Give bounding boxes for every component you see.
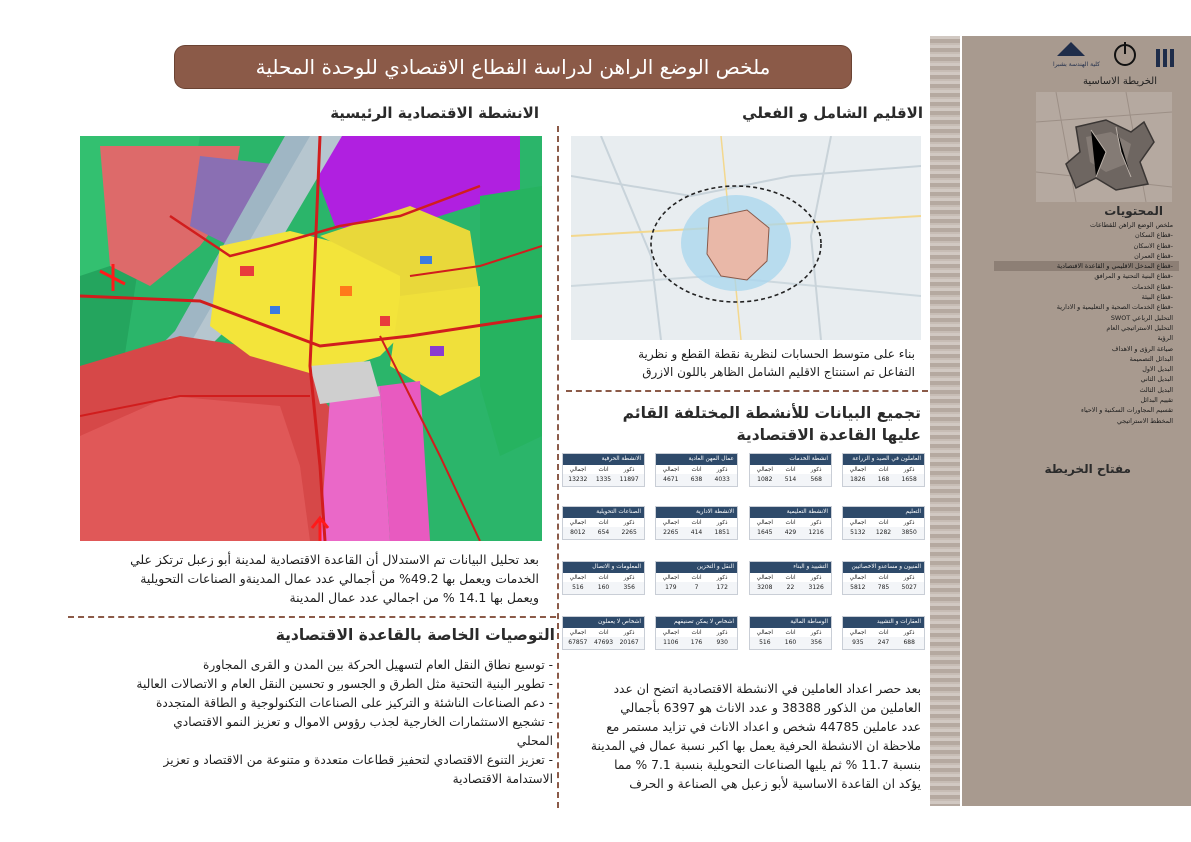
activity-table-title: التشييد و البناء <box>750 562 831 573</box>
activity-table-header-row <box>750 465 831 474</box>
activity-table-value: 179 <box>665 584 677 591</box>
activity-table-value: 3126 <box>808 584 824 591</box>
activity-table-header-cell: اجمالي <box>849 467 866 473</box>
activity-table-header-cell: اجمالي <box>756 575 773 581</box>
activity-table-value: 160 <box>784 639 797 646</box>
activity-table-value: 429 <box>784 529 797 536</box>
activity-table-title: اشخاص لا يمكن تصنيفهم <box>656 617 737 628</box>
activity-table <box>749 453 832 487</box>
toc-item[interactable]: صياغة الرؤى و الاهداف <box>1111 344 1173 353</box>
summary-line: بعد حصر اعداد العاملين في الانشطة الاقتصادية اتضح ان عدد <box>613 682 921 696</box>
region-caption-line: التفاعل تم استنتاج الاقليم الشامل الظاهر باللون الازرق <box>642 365 915 379</box>
activity-table-value: 1851 <box>714 529 730 536</box>
activity-table-value-row <box>843 474 924 486</box>
faculty-logo <box>1053 40 1100 70</box>
activity-table <box>655 453 738 487</box>
activity-table-header-cell: اناث <box>691 630 702 636</box>
activity-table-value: 2265 <box>621 529 637 536</box>
toc-item[interactable]: -قطاع الاسكان <box>1133 241 1173 250</box>
activity-table-header-cell: ذكور <box>623 630 635 636</box>
region-caption-line: بناء على متوسط الحسابات لنظرية نقطة القطع و نظرية <box>638 347 915 361</box>
regional-map[interactable] <box>571 136 921 340</box>
toc-item[interactable]: -قطاع البيئة <box>1141 293 1173 302</box>
activity-table-value: 5132 <box>850 529 866 536</box>
activity-table-header-cell: اجمالي <box>569 520 586 526</box>
recommendations-heading: التوصيات الخاصة بالقاعدة الاقتصادية <box>275 626 555 644</box>
toc-item[interactable]: -قطاع السكان <box>1135 231 1173 240</box>
activity-table-header-row <box>563 628 644 637</box>
activity-table-value: 168 <box>877 476 890 483</box>
activity-table-value: 516 <box>759 639 771 646</box>
economic-base-analysis <box>69 550 539 607</box>
activity-table-header-cell: ذكور <box>903 630 915 636</box>
activity-table-header-row <box>843 628 924 637</box>
activity-table-header-cell: اناث <box>785 520 796 526</box>
activity-table-title: المعلومات و الاتصال <box>563 562 644 573</box>
data-collection-heading <box>623 402 921 446</box>
activity-table-value-row <box>563 474 644 486</box>
toc-item[interactable]: -قطاع البنية التحتية و المرافق <box>1094 272 1173 281</box>
activity-table-header-cell: ذكور <box>810 630 822 636</box>
recommendations-list <box>63 656 553 789</box>
analysis-line: ويعمل بها 14.1 % من اجمالي عدد عمال المدينة <box>289 590 539 605</box>
activity-table <box>842 506 925 540</box>
activity-table <box>749 561 832 595</box>
activity-table-value: 688 <box>903 639 915 646</box>
toc-item[interactable]: التحليل الرباعي SWOT <box>1110 313 1173 322</box>
activity-table-header-cell: اجمالي <box>662 575 679 581</box>
activity-table-title: انشطة الخدمات <box>750 454 831 465</box>
activity-table-title: الانشطة التعليمية <box>750 507 831 518</box>
table-of-contents <box>998 220 1173 426</box>
recommendation-item: - تطوير البنية التحتية مثل الطرق و الجسور و تحسين النقل العام و الاتصالات العالية <box>136 677 553 691</box>
activity-table-header-row <box>563 518 644 527</box>
activity-table <box>749 506 832 540</box>
activity-table <box>749 616 832 650</box>
analysis-line: بعد تحليل البيانات تم الاستدلال أن القاعدة الاقتصادية لمدينة أبو زعبل ترتكز علي <box>130 552 539 567</box>
toc-item[interactable]: -قطاع الخدمات الصحية و التعليمية و الادارية <box>1056 303 1173 312</box>
activity-table-value: 1335 <box>595 476 612 483</box>
activity-table-header-cell: ذكور <box>810 575 822 581</box>
activity-table-value: 568 <box>810 476 822 483</box>
activity-table-title: الفنيون و مساعدو الاخصائيين <box>843 562 924 573</box>
activity-table-header-cell: اجمالي <box>756 520 773 526</box>
activity-table-value: 1082 <box>757 476 773 483</box>
activity-table <box>655 616 738 650</box>
toc-item[interactable]: -قطاع الخدمات <box>1132 282 1173 291</box>
activity-table-value: 516 <box>572 584 584 591</box>
workforce-summary <box>561 680 921 794</box>
activity-table-header-cell: اناث <box>878 575 889 581</box>
activity-table-header-cell: اناث <box>691 520 702 526</box>
activity-table-header-row <box>750 573 831 582</box>
activity-table-header-row <box>656 628 737 637</box>
activity-table-header-row <box>750 628 831 637</box>
activity-table <box>562 561 645 595</box>
region-caption <box>595 345 915 381</box>
activity-table-header-cell: ذكور <box>716 630 728 636</box>
activity-table-header-cell: ذكور <box>716 520 728 526</box>
faculty-name: كلية الهندسة بشبرا <box>1053 61 1100 68</box>
activity-table-value: 1826 <box>850 476 866 483</box>
region-heading: الاقليم الشامل و الفعلي <box>742 104 923 122</box>
activity-table-header-cell: اجمالي <box>756 467 773 473</box>
activity-table-header-cell: اجمالي <box>849 520 866 526</box>
activity-table-value-row <box>656 474 737 486</box>
activity-table-header-cell: اناث <box>785 575 796 581</box>
logo-bar <box>1040 40 1180 70</box>
contents-title: المحتويات <box>1104 204 1163 218</box>
activity-table-header-cell: اناث <box>785 630 796 636</box>
activity-table-value: 654 <box>597 529 610 536</box>
activity-table-header-row <box>563 573 644 582</box>
activity-table-value: 5027 <box>901 584 917 591</box>
activity-table <box>655 561 738 595</box>
activity-table-header-cell: اجمالي <box>849 575 866 581</box>
activity-table-header-cell: ذكور <box>623 575 635 581</box>
data-heading-line: تجميع البيانات للأنشطة المختلفة القائم <box>622 404 921 422</box>
recommendation-item: - تشجيع الاستثمارات الخارجية لجذب رؤوس الاموال و تعزيز النمو الاقتصادي <box>173 715 553 729</box>
toc-item[interactable]: -قطاع المدخل الاقليمي و القاعدة الاقتصادية <box>994 261 1179 271</box>
summary-line: عدد عاملين 44785 شخص و اعداد الاناث في تزايد مستمر مع <box>606 720 921 734</box>
activity-table-title: النقل و التخزين <box>656 562 737 573</box>
horizontal-divider-left <box>68 616 556 618</box>
activity-table-value: 356 <box>810 639 822 646</box>
activity-table-header-row <box>656 573 737 582</box>
toc-item[interactable]: البدائل التصميمة <box>1129 354 1173 363</box>
activity-table-value: 1282 <box>875 529 892 536</box>
toc-item[interactable]: البديل الاول <box>1142 365 1173 374</box>
activity-table <box>562 616 645 650</box>
activity-table-value: 638 <box>690 476 703 483</box>
page-title: ملخص الوضع الراهن لدراسة القطاع الاقتصادي للوحدة المحلية <box>175 46 851 88</box>
activity-table-header-cell: اناث <box>785 467 796 473</box>
activity-table-value: 176 <box>690 639 703 646</box>
activity-table-header-cell: اجمالي <box>662 630 679 636</box>
vertical-divider <box>557 126 559 808</box>
activity-table-header-cell: اناث <box>598 630 609 636</box>
activity-table-header-cell: اجمالي <box>662 467 679 473</box>
activity-table-header-row <box>656 465 737 474</box>
toc-item[interactable]: تقييم البدائل <box>1140 396 1173 405</box>
activity-table-value: 785 <box>877 584 890 591</box>
activity-table-value-row <box>563 582 644 594</box>
activity-table-title: التعليم <box>843 507 924 518</box>
activity-table-value: 172 <box>716 584 728 591</box>
activity-table-header-cell: اناث <box>598 575 609 581</box>
activity-table-header-cell: ذكور <box>903 520 915 526</box>
university-pillars-icon <box>1150 43 1180 67</box>
activity-table-title: الانشطة الادارية <box>656 507 737 518</box>
recommendation-item: الاستدامة الاقتصادية <box>452 772 553 786</box>
activity-table-title: العقارات و التشييد <box>843 617 924 628</box>
activity-table-value: 935 <box>852 639 864 646</box>
activity-table <box>562 506 645 540</box>
activity-table-header-cell: اناث <box>691 467 702 473</box>
activity-table-value: 247 <box>877 639 890 646</box>
activity-table-value-row <box>656 637 737 649</box>
activity-table-value: 22 <box>786 584 795 591</box>
activity-table-header-cell: اجمالي <box>662 520 679 526</box>
activity-table-header-cell: ذكور <box>903 575 915 581</box>
activity-table-header-cell: اناث <box>878 467 889 473</box>
activity-table-header-cell: ذكور <box>623 520 635 526</box>
activity-table-value-row <box>563 637 644 649</box>
activity-table-value-row <box>750 474 831 486</box>
activity-table-header-row <box>843 465 924 474</box>
data-heading-line: عليها القاعدة الاقتصادية <box>736 426 921 444</box>
recommendation-item: - تعزيز التنوع الاقتصادي لتحفيز قطاعات متعددة و متنوعة من الاقتصاد و تعزيز <box>163 753 553 767</box>
activity-table-header-cell: اناث <box>878 630 889 636</box>
activity-table-value: 514 <box>784 476 797 483</box>
toc-item[interactable]: البديل الثالث <box>1139 385 1173 394</box>
activity-table-header-cell: اناث <box>878 520 889 526</box>
horizontal-divider-right <box>566 390 928 392</box>
activity-table-value: 414 <box>690 529 703 536</box>
summary-line: يؤكد ان القاعدة الاساسية لأبو زعبل هي الصناعة و الحرف <box>629 777 921 791</box>
activity-table-value: 1645 <box>757 529 773 536</box>
activity-table-value: 20167 <box>619 639 639 646</box>
activity-table-header-cell: اجمالي <box>756 630 773 636</box>
activity-table-value: 930 <box>716 639 728 646</box>
activity-table-header-cell: اجمالي <box>569 575 586 581</box>
activity-table-value: 160 <box>597 584 610 591</box>
activity-table <box>842 561 925 595</box>
activity-table-value-row <box>750 527 831 539</box>
main-activities-heading: الانشطة الاقتصادية الرئيسية <box>330 104 539 122</box>
activity-table-value: 3850 <box>901 529 917 536</box>
activity-table-value: 13232 <box>568 476 588 483</box>
activity-table-value-row <box>750 637 831 649</box>
activity-table-title: عمال المهن العادية <box>656 454 737 465</box>
activity-table-value-row <box>656 527 737 539</box>
activity-table-value-row <box>563 527 644 539</box>
activity-table-value-row <box>656 582 737 594</box>
activity-table-title: الصناعات التحويلية <box>563 507 644 518</box>
activity-table-value: 67857 <box>568 639 588 646</box>
activity-table-value: 11897 <box>619 476 639 483</box>
activity-table-header-cell: اناث <box>598 467 609 473</box>
toc-item[interactable]: المخطط الاستراتيجي <box>1116 416 1173 425</box>
sidebar-torn-edge <box>930 36 960 806</box>
power-logo-icon <box>1114 44 1136 66</box>
base-map-caption: الخريطة الاساسية <box>1083 76 1157 87</box>
recommendation-item: المحلي <box>516 734 553 748</box>
activity-table-value: 1106 <box>663 639 679 646</box>
toc-item[interactable]: -قطاع العمران <box>1134 251 1173 260</box>
activity-table-title: اشخاص لا يعملون <box>563 617 644 628</box>
toc-item[interactable]: البديل الثاني <box>1140 375 1173 384</box>
activity-table-value: 2265 <box>663 529 679 536</box>
activity-table-header-cell: اناث <box>598 520 609 526</box>
activity-table-header-row <box>843 573 924 582</box>
activity-table-title: الانشطة الحرفية <box>563 454 644 465</box>
activity-table-header-cell: ذكور <box>810 467 822 473</box>
activity-table-value: 1658 <box>901 476 917 483</box>
activity-table <box>842 453 925 487</box>
activity-table-value-row <box>843 527 924 539</box>
activity-table-value-row <box>843 637 924 649</box>
activity-table-header-cell: ذكور <box>623 467 635 473</box>
map-key-label: مفتاح الخريطة <box>1044 462 1131 476</box>
bridge-logo-icon <box>1053 40 1089 60</box>
activity-table-value: 4671 <box>663 476 679 483</box>
analysis-line: الخدمات ويعمل بها 49.2% من أجمالي عدد عمال المدينةو الصناعات التحويلية <box>140 571 539 586</box>
land-use-map[interactable] <box>80 136 542 541</box>
activity-table-value: 1216 <box>808 529 824 536</box>
summary-line: بنسبة 11.7 % ثم يليها الصناعات التحويلية بنسبة 7.1 % مما <box>614 758 921 772</box>
activity-table-value-row <box>750 582 831 594</box>
activity-table-value: 47693 <box>593 639 614 646</box>
activity-table-title: الوساطة المالية <box>750 617 831 628</box>
activity-table-header-cell: ذكور <box>903 467 915 473</box>
activity-table-header-row <box>750 518 831 527</box>
activity-table-value: 5812 <box>850 584 866 591</box>
toc-item[interactable]: الرؤية <box>1157 334 1173 343</box>
toc-item[interactable]: تقسيم المجاورات السكنية و الاحياء <box>1080 406 1173 415</box>
activity-table-header-cell: اجمالي <box>569 630 586 636</box>
activity-table-value: 7 <box>694 584 699 591</box>
activity-table-header-cell: ذكور <box>810 520 822 526</box>
toc-item[interactable]: التحليل الاستراتيجي العام <box>1106 323 1173 332</box>
activity-table-header-cell: اجمالي <box>569 467 586 473</box>
activity-table-header-cell: اناث <box>691 575 702 581</box>
activity-table <box>655 506 738 540</box>
activity-table-title: العاملون في الصيد و الزراعة <box>843 454 924 465</box>
activity-table-header-cell: اجمالي <box>849 630 866 636</box>
activity-table-value: 3208 <box>757 584 773 591</box>
activity-table <box>842 616 925 650</box>
activity-table-header-row <box>843 518 924 527</box>
activity-table-header-row <box>563 465 644 474</box>
recommendation-item: - دعم الصناعات الناشئة و التركيز على الصناعات التكنولوجية و الطاقة المتجددة <box>155 696 553 710</box>
activity-table-value-row <box>843 582 924 594</box>
activity-table-header-cell: ذكور <box>716 575 728 581</box>
base-map-thumbnail[interactable] <box>1036 92 1172 202</box>
toc-item[interactable]: ملخص الوضع الراهن للقطاعات <box>1090 221 1173 229</box>
activity-table-value: 8012 <box>570 529 586 536</box>
summary-line: العاملين من الذكور 38388 و عدد الاناث هو 6397 بأجمالي <box>620 701 921 715</box>
activity-table-value: 356 <box>623 584 635 591</box>
recommendation-item: - توسيع نطاق النقل العام لتسهيل الحركة بين المدن و القرى المجاورة <box>203 658 553 672</box>
summary-line: ملاحظة ان الانشطة الحرفية يعمل بها اكبر نسبة عمال في المدينة <box>590 739 921 753</box>
activity-table-header-row <box>656 518 737 527</box>
activity-table-header-cell: ذكور <box>716 467 728 473</box>
activity-table-value: 4033 <box>714 476 730 483</box>
activity-table <box>562 453 645 487</box>
